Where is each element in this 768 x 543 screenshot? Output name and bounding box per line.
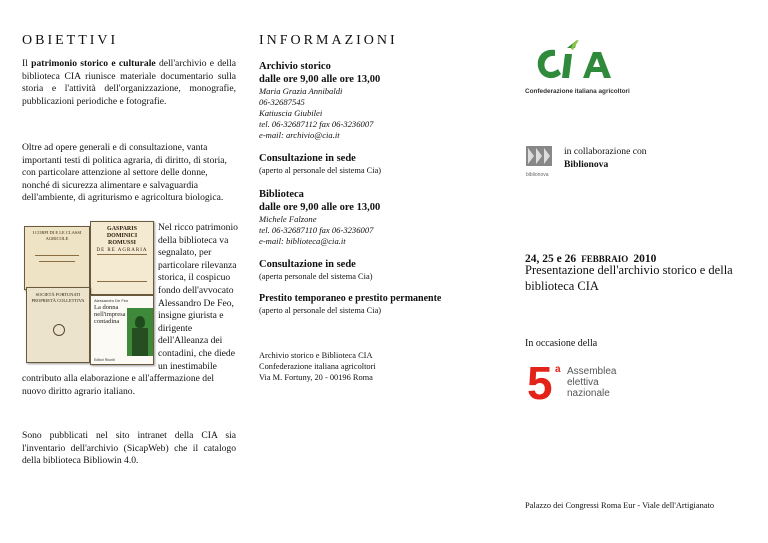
loan-note: (aperto al personale del sistema Cia) (259, 306, 382, 315)
consult2-note: (aperta personale del sistema Cia) (259, 272, 373, 281)
loan-block (259, 292, 489, 316)
library-contact: Michele Falzone (259, 214, 317, 224)
book-cover-proprieta-title: SOCIETÀ FORTUNATI PROPRIETÀ COLLETTIVA (31, 292, 85, 303)
objectives-paragraph-4: Sono pubblicati nel sito intranet della CIA sia l'inventario dell'archivio (SicapWeb) che il catalogo della biblioteca Bibliowin 4.0. (22, 430, 236, 467)
p3-line: dell'Alleanza dei (158, 335, 223, 347)
event-days: 24, 25 e 26 (525, 253, 577, 265)
p3-line: Alessandro De Feo, (158, 297, 234, 309)
archive-contact: Katiuscia Giubilei (259, 108, 323, 118)
consult1-block (259, 152, 479, 176)
biblionova-label: biblionova (526, 172, 549, 178)
event-month: FEBBRAIO (581, 254, 629, 264)
objectives-paragraph-3-tail: contributo alla elaborazione e all'affermazione del nuovo diritto agrario italiano. (22, 373, 214, 397)
book-covers-photo (24, 221, 152, 363)
book-cover-donna-author: Alessandro De Feo (94, 298, 129, 303)
consult2-block (259, 258, 479, 282)
collab-line: in collaborazione con (564, 146, 647, 157)
archive-title: Archivio storico (259, 61, 331, 72)
biblionova-logo (526, 146, 552, 178)
book-cover-corpi-title: I CORPI DI E LE CLASSI AGRICOLE (32, 230, 82, 241)
book-cover-donna (90, 295, 154, 365)
loan-title: Prestito temporaneo e prestito permanente (259, 293, 442, 304)
p3-line: fondo dell'avvocato (158, 284, 234, 296)
seal-emblem (53, 324, 65, 336)
book-cover-romussi (90, 221, 154, 295)
venue-text: Palazzo dei Congressi Roma Eur - Viale dell'Artigianato (525, 501, 715, 510)
archive-hours: dalle ore 9,00 alle ore 13,00 (259, 74, 381, 85)
book-cover-donna-title: La donna nell'impresa contadina (94, 304, 126, 325)
p3-line: dirigente (158, 322, 193, 334)
collaboration-block (564, 146, 744, 171)
p3-line: un inestimabile (158, 360, 217, 372)
event-year: 2010 (633, 253, 657, 265)
archive-contact: 06-32687545 (259, 97, 305, 107)
assembly-logo (525, 357, 645, 412)
p3-line: segnalato, per (158, 247, 212, 259)
objectives-paragraph-1: Il patrimonio storico e culturale dell'archivio e della biblioteca CIA riunisce materiale documentario sulla storia e l'attività dell'organizzazione, monografie, pubblicazioni periodiche e fotografie. (22, 58, 236, 107)
assembly-line: Assemblea (567, 366, 617, 377)
book-cover-donna-publisher: Editori Riuniti (94, 358, 115, 362)
p3-line: Nel ricco patrimonio (158, 222, 238, 233)
archive-contact: tel. 06-32687112 fax 06-3236007 (259, 119, 374, 129)
library-email: e-mail: biblioteca@cia.it (259, 236, 346, 246)
address-line: Confederazione italiana agricoltori (259, 362, 376, 371)
archive-contact: Maria Grazia Annibaldi (259, 86, 343, 96)
objectives-heading: OBIETTIVI (22, 33, 119, 48)
address-line: Archivio storico e Biblioteca CIA (259, 351, 373, 360)
cia-logo-mark (525, 40, 645, 86)
library-block (259, 188, 479, 247)
p3-line: particolare rilevanza (158, 259, 237, 271)
assembly-text (567, 366, 616, 399)
address-line: Via M. Fortuny, 20 - 00196 Roma (259, 373, 373, 382)
book-cover-romussi-subtitle: DE RE AGRARIA (96, 248, 148, 253)
library-title: Biblioteca (259, 189, 304, 200)
p3-line: della biblioteca va (158, 234, 229, 246)
p3-line: insigne giurista e (158, 310, 224, 322)
p3-line: contadini, che diede (158, 347, 235, 359)
assembly-line: elettiva (567, 377, 599, 388)
occasion-text: In occasione della (525, 338, 598, 349)
cia-logo (525, 40, 645, 100)
cia-logo-caption: Confederazione italiana agricoltori (525, 88, 630, 95)
objectives-paragraph-2: Oltre ad opere generali e di consultazione, vanta importanti testi di politica agraria, di diritto, di storia, con particolare attenzione al settore delle donne, nonché di sicurezza alimentare e salvaguardia dell'ambiente, di agriturismo e agricoltura biologica. (22, 142, 227, 204)
consult1-title: Consultazione in sede (259, 153, 356, 164)
archive-email: e-mail: archivio@cia.it (259, 130, 340, 140)
event-title: Presentazione dell'archivio storico e della biblioteca CIA (525, 263, 733, 293)
info-heading: INFORMAZIONI (259, 33, 398, 48)
book-cover-donna-photo (127, 308, 153, 356)
p3-line: storica, il cospicuo (158, 272, 231, 284)
address-block (259, 350, 479, 383)
consult1-note: (aperto al personale del sistema Cia) (259, 166, 382, 175)
archive-block (259, 60, 479, 141)
book-cover-romussi-title: GASPARIS DOMINICI ROMUSSI (106, 226, 138, 246)
library-contact: tel. 06-32687110 fax 06-3236007 (259, 225, 374, 235)
consult2-title: Consultazione in sede (259, 259, 356, 270)
book-cover-proprieta (26, 287, 90, 363)
assembly-number: 5 (527, 357, 553, 409)
book-cover-corpi (24, 226, 90, 290)
objectives-paragraph-3-wrap (158, 222, 240, 373)
assembly-sup: a (555, 364, 561, 375)
library-hours: dalle ore 9,00 alle ore 13,00 (259, 202, 381, 213)
assembly-line: nazionale (567, 388, 610, 399)
biblionova-mark (526, 146, 552, 170)
collab-partner: Biblionova (564, 158, 609, 170)
